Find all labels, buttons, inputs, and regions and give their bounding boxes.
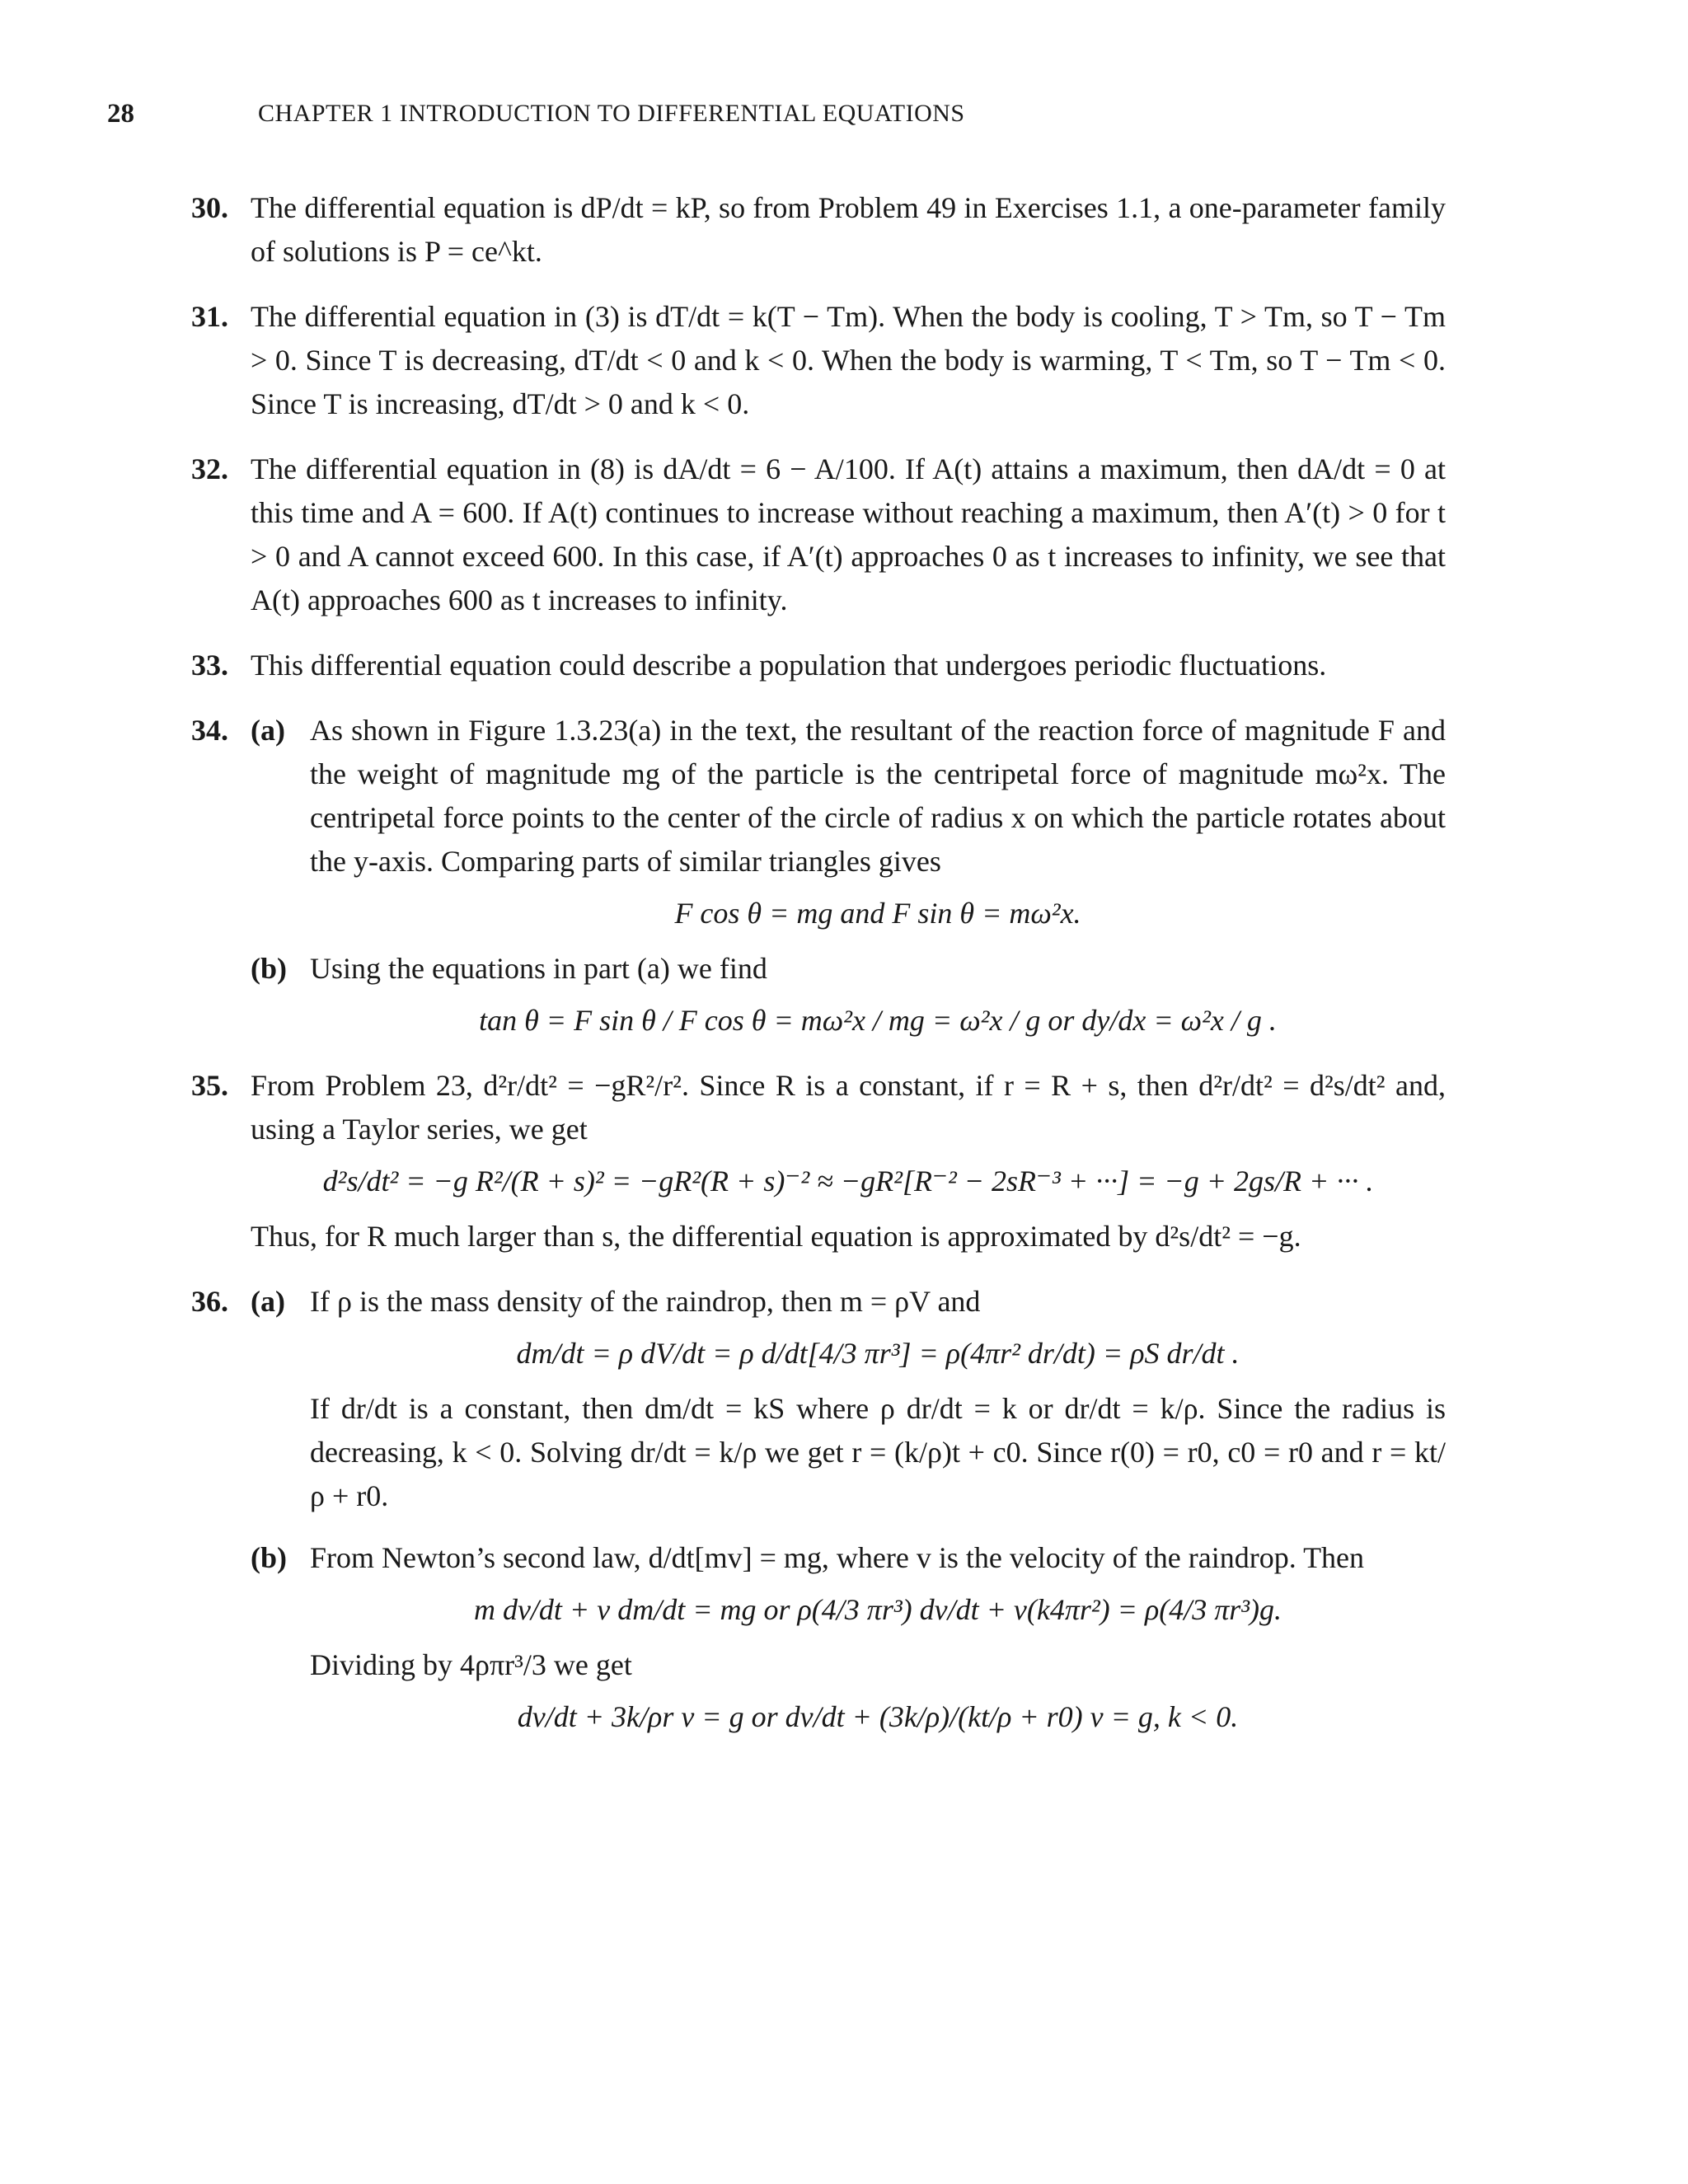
part-label: (b)	[251, 1541, 287, 1574]
part-b-text-2: Dividing by 4ρπr³/3 we get	[310, 1648, 632, 1681]
problem-number: 32.	[191, 452, 228, 485]
equation: d²s/dt² = −g R²/(R + s)² = −gR²(R + s)⁻² ≈ −gR²[R⁻² − 2sR⁻³ + ···] = −g + 2gs/R + ··· .	[322, 1165, 1374, 1197]
problem-31	[191, 295, 1446, 426]
problem-number: 33.	[191, 649, 228, 682]
problem-30	[191, 186, 1446, 274]
problem-number: 35.	[191, 1069, 228, 1102]
problem-35-text: From Problem 23, d²r/dt² = −gR²/r². Since R is a constant, if r = R + s, then d²r/dt² = d²s/dt² and, using a Taylor series, we get	[251, 1069, 1446, 1146]
equation: F cos θ = mg and F sin θ = mω²x.	[674, 897, 1081, 930]
problem-number: 30.	[191, 191, 228, 224]
problem-text	[251, 186, 1446, 274]
part-b	[251, 1536, 1446, 1739]
running-header	[107, 97, 965, 131]
part-a-text: If ρ is the mass density of the raindrop, then m = ρV and	[310, 1285, 981, 1318]
problem-31-text: The differential equation in (3) is dT/dt = k(T − Tm). When the body is cooling, T > Tm, so T − Tm > 0. Since T is decreasing, dT/dt < 0 and k < 0. When the body is warming, T < Tm, so T − Tm < 0. Since T is increasing, dT/dt > 0 and k < 0.	[251, 300, 1446, 420]
problem-33	[191, 644, 1446, 687]
problem-34	[191, 709, 1446, 1043]
problem-35	[191, 1064, 1446, 1258]
equation: tan θ = F sin θ / F cos θ = mω²x / mg = ω²x / g or dy/dx = ω²x / g .	[479, 1004, 1277, 1037]
problem-32	[191, 448, 1446, 622]
problem-number: 34.	[191, 714, 228, 747]
part-label: (a)	[251, 1285, 285, 1318]
problem-36	[191, 1280, 1446, 1739]
equation: m dv/dt + v dm/dt = mg or ρ(4/3 πr³) dv/dt + v(k4πr²) = ρ(4/3 πr³)g.	[473, 1593, 1282, 1626]
equation: dm/dt = ρ dV/dt = ρ d/dt[4/3 πr³] = ρ(4πr² dr/dt) = ρS dr/dt .	[516, 1337, 1240, 1370]
part-a-text-2: If dr/dt is a constant, then dm/dt = kS where ρ dr/dt = k or dr/dt = k/ρ. Since the radius is decreasing, k < 0. Solving dr/dt = k/ρ we get r = (k/ρ)t + c0. Since r(0) = r0, c0 = r0 and r = kt/ρ + r0.	[310, 1392, 1446, 1512]
problem-number: 36.	[191, 1285, 228, 1318]
chapter-title: CHAPTER 1 INTRODUCTION TO DIFFERENTIAL EQUATIONS	[258, 100, 965, 127]
part-b-text: Using the equations in part (a) we find	[310, 952, 767, 985]
problem-30-text: The differential equation is dP/dt = kP, so from Problem 49 in Exercises 1.1, a one-parameter family of solutions is P = ce^kt.	[251, 191, 1446, 268]
part-label: (a)	[251, 714, 285, 747]
equation: dv/dt + 3k/ρr v = g or dv/dt + (3k/ρ)/(kt/ρ + r0) v = g, k < 0.	[517, 1700, 1239, 1733]
part-b-text: From Newton’s second law, d/dt[mv] = mg, where v is the velocity of the raindrop. Then	[310, 1541, 1365, 1574]
problem-33-text: This differential equation could describe a population that undergoes periodic fluctuations.	[251, 649, 1327, 682]
part-a	[251, 709, 1446, 935]
problem-number: 31.	[191, 300, 228, 333]
problem-32-text: The differential equation in (8) is dA/dt = 6 − A/100. If A(t) attains a maximum, then dA/dt = 0 at this time and A = 600. If A(t) continues to increase without reaching a maximum, then A′(t) > 0 for t > 0 and A cannot exceed 600. In this case, if A′(t) approaches 0 as t increases to infinity, we see that A(t) approaches 600 as t increases to infinity.	[251, 452, 1446, 616]
part-label: (b)	[251, 952, 287, 985]
part-a	[251, 1280, 1446, 1518]
page-number: 28	[107, 99, 134, 129]
problem-35-conclusion: Thus, for R much larger than s, the differential equation is approximated by d²s/dt² = −g.	[251, 1220, 1301, 1253]
page-body	[191, 186, 1446, 1760]
part-b	[251, 947, 1446, 1043]
part-a-text: As shown in Figure 1.3.23(a) in the text, the resultant of the reaction force of magnitude F and the weight of magnitude mg of the particle is the centripetal force of magnitude mω²x. The centripetal force points to the center of the circle of radius x on which the particle rotates about the y-axis. Comparing parts of similar triangles gives	[310, 714, 1446, 878]
